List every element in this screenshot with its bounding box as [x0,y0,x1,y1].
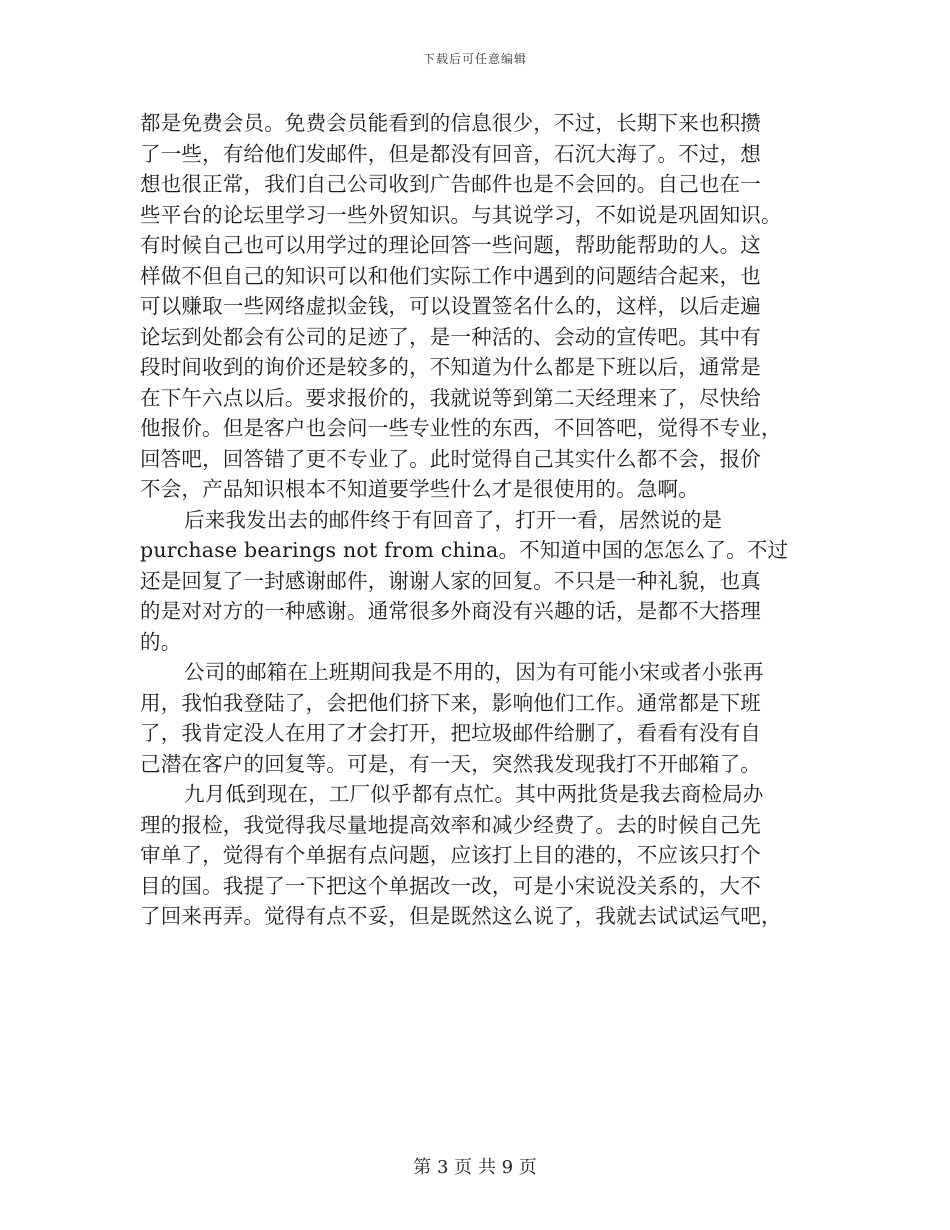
page-header: 下载后可任意编辑 [422,52,527,66]
text-line: 可以赚取一些网络虚拟金钱，可以设置签名什么的，这样，以后走遍 [140,294,761,318]
paragraph-3 [140,657,810,779]
text-line: 了回来再弄。觉得有点不妥，但是既然这么说了，我就去试试运气吧， [140,904,782,928]
text-line: 九月低到现在，工厂似乎都有点忙。其中两批货是我去商检局办 [184,782,764,806]
text-line: 些平台的论坛里学习一些外贸知识。与其说学习，不如说是巩固知识。 [140,202,782,227]
document-body [140,108,810,932]
paragraph-2 [140,505,810,658]
text-line: 了一些，有给他们发邮件，但是都没有回音，石沉大海了。不过，想 [140,141,761,166]
text-line: 理的报检，我觉得我尽量地提高效率和减少经费了。去的时候自己先 [140,812,761,837]
text-line: 审单了，觉得有个单据有点问题，应该打上目的港的，不应该只打个 [140,843,761,867]
text-line: 回答吧，回答错了更不专业了。此时觉得自己其实什么都不会，报价 [140,446,761,471]
paragraph-1 [140,108,810,505]
text-line: 论坛到处都会有公司的足迹了，是一种活的、会动的宣传吧。其中有 [140,324,761,349]
text-line: 不会，产品知识根本不知道要学些什么才是很使用的。急啊。 [140,477,699,501]
text-line: 后来我发出去的邮件终于有回音了，打开一看，居然说的是 [184,507,723,532]
text-line: 用，我怕我登陆了，会把他们挤下来，影响他们工作。通常都是下班 [140,690,761,715]
text-line: purchase bearings not from china。不知道中国的怎怎么了。不过 [140,538,789,562]
text-line: 目的国。我提了一下把这个单据改一改，可是小宋说没关系的，大不 [140,873,761,898]
text-line: 的是对对方的一种感谢。通常很多外商没有兴趣的话，是都不大搭理 [140,599,761,623]
text-line: 己潜在客户的回复等。可是，有一天，突然我发现我打不开邮箱了。 [140,751,761,776]
text-line: 在下午六点以后。要求报价的，我就说等到第二天经理来了，尽快给 [140,385,761,410]
text-line: 都是免费会员。免费会员能看到的信息很少，不过，长期下来也积攒 [140,111,761,135]
text-line: 了，我肯定没人在用了才会打开，把垃圾邮件给删了，看看有没有自 [140,721,761,745]
text-line: 样做不但自己的知识可以和他们实际工作中遇到的问题结合起来，也 [140,263,761,288]
paragraph-4 [140,779,810,932]
text-line: 想也很正常，我们自己公司收到广告邮件也是不会回的。自己也在一 [140,172,761,196]
text-line: 还是回复了一封感谢邮件，谢谢人家的回复。不只是一种礼貌，也真 [140,568,761,593]
text-line: 公司的邮箱在上班期间我是不用的，因为有可能小宋或者小张再 [184,660,764,684]
text-line: 有时候自己也可以用学过的理论回答一些问题，帮助能帮助的人。这 [140,233,761,257]
text-line: 的。 [140,629,182,654]
text-line: 段时间收到的询价还是较多的，不知道为什么都是下班以后，通常是 [140,355,761,379]
text-line: 他报价。但是客户也会问一些专业性的东西，不回答吧，觉得不专业， [140,416,782,440]
page-number-footer: 第 3 页 共 9 页 [413,1157,537,1178]
